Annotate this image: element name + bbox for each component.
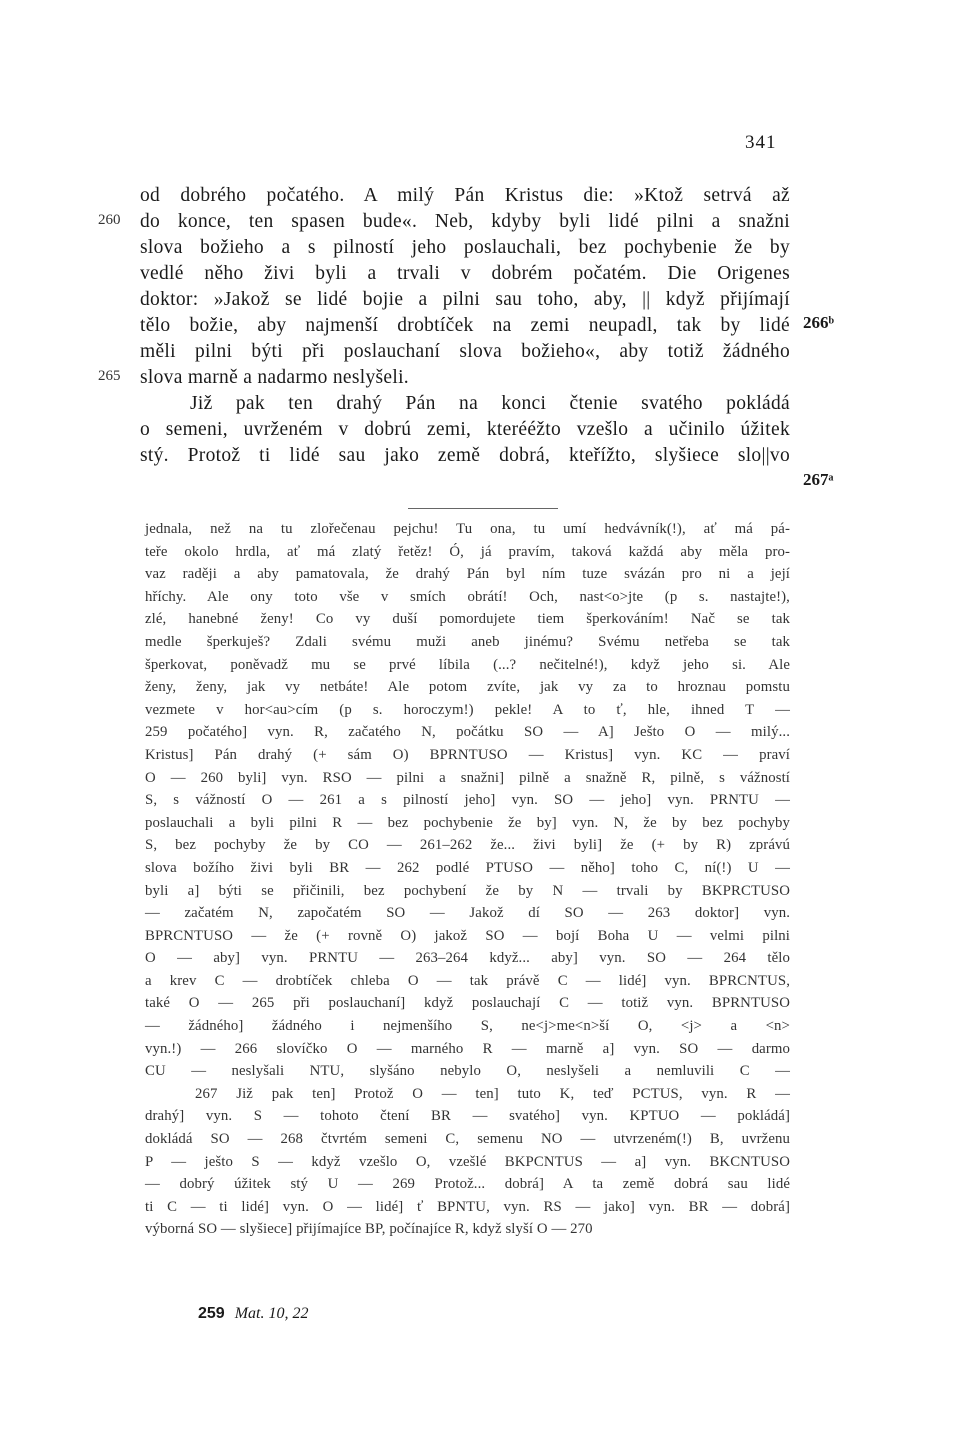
footer-reference bbox=[198, 1305, 308, 1323]
note-line: slova božího živi byli BR — 262 podlé PTUSO — něho] toho C, ní(!) U — bbox=[145, 859, 790, 876]
notes-divider bbox=[408, 508, 558, 509]
footer-ref-text: Mat. 10, 22 bbox=[234, 1305, 309, 1322]
note-line: BPRCNTUSO — že (+ rovně O) jakož SO — bojí Boha U — velmi pilni bbox=[145, 927, 790, 944]
note-line: hříchy. Ale ony toto vše v smích obrátí! Och, nast<o>jte (p s. nastajte!), bbox=[145, 588, 790, 605]
note-line: medle šperkuješ? Zdali svému muži aneb jinému? Svému netřeba se tak bbox=[145, 633, 790, 650]
text-line: slova marně a nadarmo neslyšeli. bbox=[140, 367, 409, 388]
text-line: stý. Protož ti lidé sau jako země dobrá, kteřížto, slyšiece slo||vo bbox=[140, 445, 790, 466]
note-line: P — ješto S — když vzešlo O, vzešlé BKPCNTUS — a] vyn. BKCNTUSO bbox=[145, 1153, 790, 1170]
text-line: vedlé něho živi byli a trvali v dobrém počatém. Die Origenes bbox=[140, 263, 790, 284]
note-line: šperkovat, poněvadž mu se prvé líbila (...? nečitelné!), když jeho si. Ale bbox=[145, 656, 790, 673]
note-line: — začatém N, započatém SO — Jakož dí SO — 263 doktor] vyn. bbox=[145, 905, 790, 922]
text-line: Již pak ten drahý Pán na konci čtenie svatého pokládá bbox=[190, 393, 790, 414]
text-line: doktor: »Jakož se lidé bojie a pilni sau toho, aby, || když přijímají bbox=[140, 289, 790, 310]
footer-ref-number: 259 bbox=[198, 1305, 225, 1322]
note-line: ženy, ženy, jak vy netbáte! Ale potom zvíte, jak vy za to hroznau pomstu bbox=[145, 679, 790, 696]
note-line: teře okolo hrdla, ať má zlatý řetěz! Ó, já pravím, taková každá aby měla pro- bbox=[145, 543, 790, 560]
note-line: jednala, než na tu zlořečenau pejchu! Tu ona, tu umí hedvávník(!), ať má pá- bbox=[145, 521, 790, 537]
line-number-265: 265 bbox=[98, 368, 121, 384]
text-line: od dobrého počatého. A milý Pán Kristus die: »Ktož setrvá až bbox=[140, 185, 790, 206]
note-line: ti C — ti lidé] vyn. O — lidé] ť BPNTU, vyn. RS — jako] vyn. BR — dobrá] bbox=[145, 1198, 790, 1215]
text-line: měli pilni býti při poslauchaní slova božieho«, aby totiž žádného bbox=[140, 341, 790, 362]
note-line: poslauchali a byli pilni R — bez pochybenie že by] vyn. N, že by bez pochyby bbox=[145, 814, 790, 831]
text-line: o semeni, uvrženém v dobrú zemi, kterééžto vzešlo a učinilo úžitek bbox=[140, 419, 790, 440]
note-line: drahý] vyn. S — tohoto čtení BR — svatého] vyn. KPTUO — pokládá] bbox=[145, 1108, 790, 1125]
note-line: byli a] býti se přičinili, bez pochybení že by N — trvali by BKPRCTUSO bbox=[145, 882, 790, 899]
note-line: S, s vážností O — 261 a s pilností jeho] vyn. SO — jeho] vyn. PRNTU — bbox=[145, 792, 790, 809]
note-line: dokládá SO — 268 čtvrtém semeni C, semenu NO — utvrzeném(!) B, uvrženu bbox=[145, 1131, 790, 1148]
note-line: výborná SO — slyšiece] přijímajíce BP, počínajíce R, když slyší O — 270 bbox=[145, 1221, 593, 1238]
note-line: O — 260 byli] vyn. RSO — pilni a snažni] pilně a snažně R, pilně, s vážností bbox=[145, 769, 790, 786]
note-line: CU — neslyšali NTU, slyšáno nebylo O, neslyšeli a nemluvili C — bbox=[145, 1063, 790, 1080]
note-line: a krev C — drobtíček chleba O — tak právě C — lidé] vyn. BPRCNTUS, bbox=[145, 972, 790, 989]
text-line: do konce, ten spasen bude«. Neb, kdyby byli lidé pilni a snažni bbox=[140, 211, 790, 232]
page-number: 341 bbox=[745, 132, 777, 153]
margin-ref-267a: 267ᵃ bbox=[803, 470, 834, 489]
main-text bbox=[140, 183, 790, 469]
note-line: — žádného] žádného i nejmenšího S, ne<j>me<n>ší O, <j> a <n> bbox=[145, 1018, 790, 1035]
note-line: zlé, hanebné ženy! Co vy duší pomordujete tiem šperkováním! Nač se tak bbox=[145, 611, 790, 628]
text-line: tělo božie, aby najmenší drobtíček na zemi neupadl, tak by lidé bbox=[140, 315, 790, 336]
note-line: O — aby] vyn. PRNTU — 263–264 když... aby] vyn. SO — 264 tělo bbox=[145, 950, 790, 967]
critical-apparatus bbox=[145, 518, 790, 1241]
line-number-260: 260 bbox=[98, 212, 121, 228]
note-line: Kristus] Pán drahý (+ sám O) BPRNTUSO — Kristus] vyn. KC — praví bbox=[145, 746, 790, 763]
note-line: vyn.!) — 266 slovíčko O — marného R — marně a] vyn. SO — darmo bbox=[145, 1040, 790, 1057]
note-line: vezmete v hor<au>cím (p s. horoczym!) pekle! A to ť, hle, ihned T — bbox=[145, 701, 790, 718]
note-line: S, bez pochyby že by CO — 261–262 že... živi byli] že (+ by R) zprávú bbox=[145, 837, 790, 854]
note-line: — dobrý úžitek stý U — 269 Protož... dobrá] A ta země dobrá sau lidé bbox=[145, 1176, 790, 1193]
margin-ref-266b: 266ᵇ bbox=[803, 313, 835, 332]
note-line: 259 počatého] vyn. R, začatého N, počátku SO — A] Ješto O — milý... bbox=[145, 724, 790, 741]
note-line: 267 Již pak ten] Protož O — ten] tuto K, teď PCTUS, vyn. R — bbox=[195, 1085, 790, 1102]
note-line: vaz raději a aby pamatovala, že drahý Pán byl ním tuze svázán pro ni a její bbox=[145, 566, 790, 583]
text-line: slova božieho a s pilností jeho poslauchali, bez pochybenie že by bbox=[140, 237, 790, 258]
note-line: také O — 265 při poslauchaní] když poslauchají C — totiž vyn. BPRNTUSO bbox=[145, 995, 790, 1012]
